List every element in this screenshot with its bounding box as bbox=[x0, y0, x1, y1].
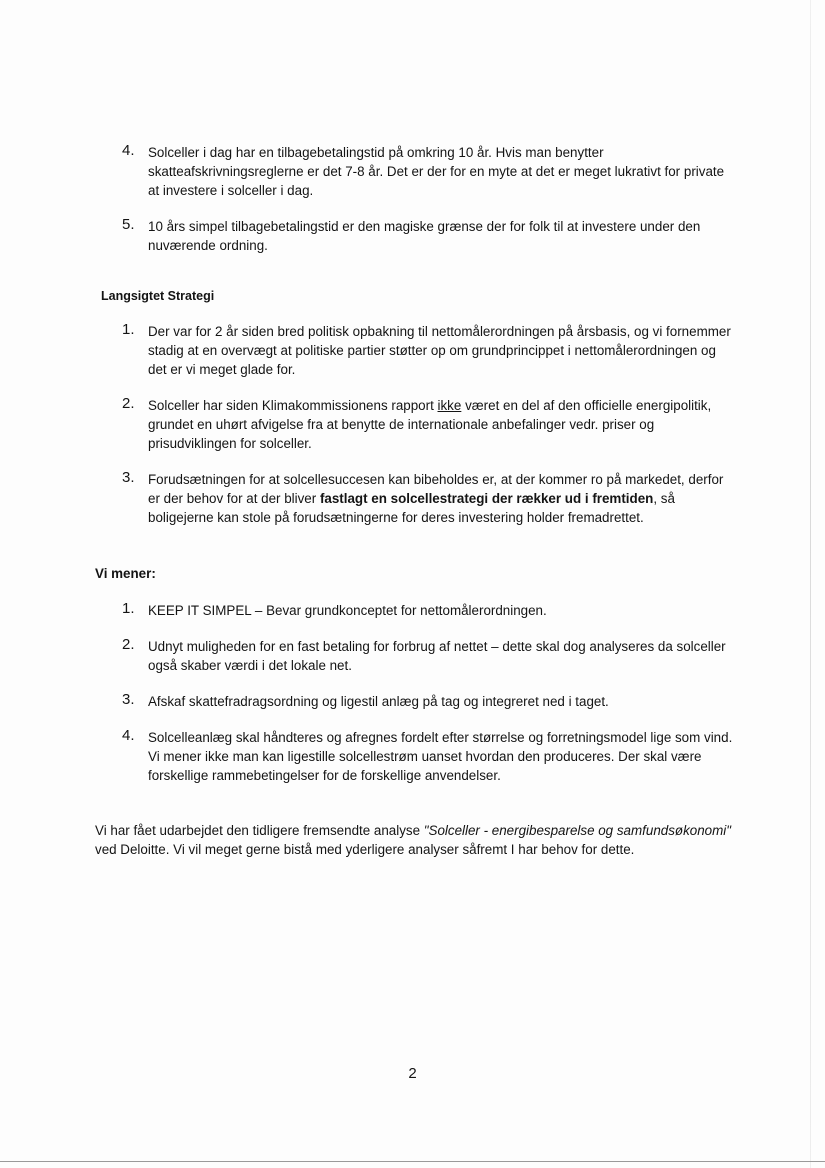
item-number: 1. bbox=[122, 321, 135, 338]
item-text-part: været en del af den officielle energipolitik, grundet en uhørt afvigelse fra at benytte de internationale anbefalinger vedr. priser og prisudviklingen for solceller. bbox=[148, 398, 712, 451]
list-item bbox=[118, 692, 738, 711]
bold-phrase: fastlagt en solcellestrategi der rækker ud i fremtiden bbox=[319, 491, 654, 506]
analysis-title: "Solceller - energibesparelse og samfundsøkonomi" bbox=[423, 823, 732, 838]
item-text: KEEP IT SIMPEL – Bevar grundkonceptet for nettomålerordningen. bbox=[148, 603, 547, 618]
list-item bbox=[118, 470, 738, 527]
item-number: 4. bbox=[122, 727, 135, 744]
underlined-word: ikke bbox=[437, 398, 462, 413]
item-text: 10 års simpel tilbagebetalingstid er den magiske grænse der for folk til at investere under den nuværende ordning. bbox=[148, 219, 701, 253]
strategy-list bbox=[118, 322, 738, 544]
item-text bbox=[148, 398, 711, 451]
cost-list bbox=[118, 143, 738, 272]
item-number: 5. bbox=[122, 216, 135, 233]
item-text-part: Forudsætningen for at solcellesuccesen kan bibeholdes er, at der kommer ro på markedet, derfor er der behov for at der bliver bbox=[148, 472, 724, 506]
item-text-part: , så boligejerne kan stole på forudsætningerne for deres investering holder fremadrettet. bbox=[148, 491, 675, 525]
list-item bbox=[118, 143, 738, 200]
scan-edge-bottom bbox=[0, 1161, 825, 1162]
list-item bbox=[118, 322, 738, 379]
opinion-list bbox=[118, 601, 738, 802]
list-item bbox=[118, 396, 738, 453]
scan-edge-right bbox=[810, 0, 811, 1168]
page-number: 2 bbox=[408, 1065, 417, 1082]
closing-paragraph bbox=[95, 821, 745, 859]
item-number: 3. bbox=[122, 469, 135, 486]
closing-text-part: Vi har fået udarbejdet den tidligere fremsendte analyse bbox=[95, 823, 424, 838]
closing-text-part: ved Deloitte. Vi vil meget gerne bistå med yderligere analyser såfremt I har behov for dette. bbox=[95, 842, 635, 857]
list-item bbox=[118, 637, 738, 675]
item-text: Solceller i dag har en tilbagebetalingstid på omkring 10 år. Hvis man benytter skatteafskrivningsreglerne er det 7-8 år. Det er der for en myte at det er meget lukrativt for private at investere i solceller i dag. bbox=[148, 145, 725, 198]
item-number: 2. bbox=[122, 636, 135, 653]
item-text: Der var for 2 år siden bred politisk opbakning til nettomålerordningen på årsbasis, og vi fornemmer stadig at en overvægt at politiske partier støtter op om grundprincippet i nettomålerordningen og det er vi meget glade for. bbox=[148, 324, 731, 377]
item-text bbox=[148, 472, 723, 525]
item-text: Solcelleanlæg skal håndteres og afregnes fordelt efter størrelse og forretningsmodel lige som vind. Vi mener ikke man kan ligestille solcellestrøm uanset hvordan den produceres. Der skal være forskellige rammebetingelser for de forskellige anvendelser. bbox=[148, 730, 733, 783]
item-number: 1. bbox=[122, 600, 135, 617]
list-item bbox=[118, 601, 738, 620]
list-item bbox=[118, 217, 738, 255]
item-number: 3. bbox=[122, 691, 135, 708]
item-number: 4. bbox=[122, 142, 135, 159]
opinion-heading: Vi mener: bbox=[95, 566, 156, 581]
item-text: Afskaf skattefradragsordning og ligestil anlæg på tag og integreret ned i taget. bbox=[148, 694, 609, 709]
strategy-heading: Langsigtet Strategi bbox=[101, 289, 215, 303]
list-item bbox=[118, 728, 738, 785]
item-number: 2. bbox=[122, 395, 135, 412]
item-text-part: Solceller har siden Klimakommissionens rapport bbox=[148, 398, 438, 413]
item-text: Udnyt muligheden for en fast betaling for forbrug af nettet – dette skal dog analyseres da solceller også skaber værdi i det lokale net. bbox=[148, 639, 726, 673]
